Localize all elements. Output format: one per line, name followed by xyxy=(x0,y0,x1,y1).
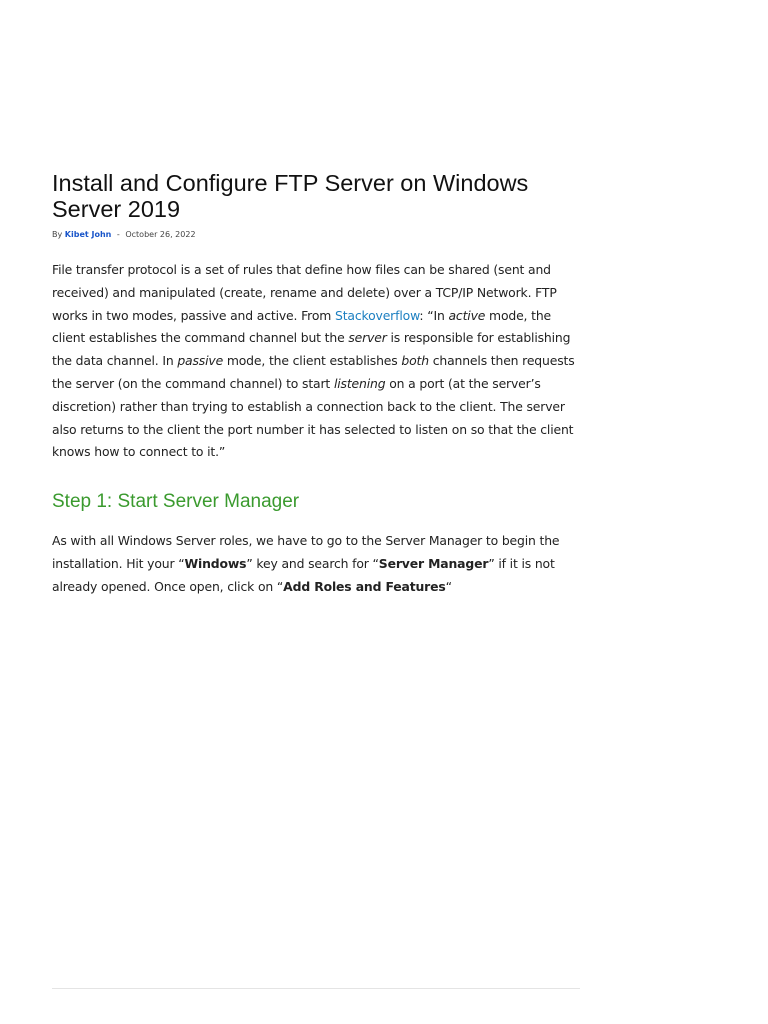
intro-paragraph xyxy=(52,259,580,464)
intro-emphasis-passive: passive xyxy=(177,353,224,369)
step-1-text-3: ” if it is not already opened. Once open, click on “ xyxy=(52,555,555,594)
add-roles-features-label: Add Roles and Features xyxy=(283,578,446,594)
publish-date: October 26, 2022 xyxy=(125,230,196,239)
intro-text-6: channels then requests the server (on the command channel) to start xyxy=(52,353,575,391)
content-divider xyxy=(52,988,580,989)
step-1-paragraph xyxy=(52,530,580,598)
intro-text-4: is responsible for establishing the data channel. In xyxy=(52,330,571,369)
by-label: By xyxy=(52,230,63,239)
intro-text-2: : “In xyxy=(419,307,449,323)
intro-text-3: mode, the client establishes the command channel but the xyxy=(52,307,552,346)
step-1-text-1: As with all Windows Server roles, we have to go to the Server Manager to begin the installation. Hit your “ xyxy=(52,533,560,571)
intro-emphasis-server: server xyxy=(348,330,387,346)
step-1-text-2: ” key and search for “ xyxy=(246,555,379,571)
intro-text-5: mode, the client establishes xyxy=(223,353,402,369)
meta-separator: - xyxy=(116,230,120,239)
article xyxy=(52,170,580,599)
windows-key-label: Windows xyxy=(184,555,247,571)
intro-emphasis-active: active xyxy=(448,307,486,323)
stackoverflow-link[interactable]: Stackoverflow xyxy=(334,307,420,323)
server-manager-label: Server Manager xyxy=(378,555,489,571)
intro-text-1: File transfer protocol is a set of rules that define how files can be shared (sent and received) and manipulated (create, rename and delete) over a TCP/IP Network. FTP works in two modes, passive and active. From xyxy=(52,262,557,323)
step-1-text-4: “ xyxy=(445,578,452,594)
article-title: Install and Configure FTP Server on Windows Server 2019 xyxy=(52,170,529,222)
author-link[interactable]: Kibet John xyxy=(64,230,112,239)
intro-emphasis-listening: listening xyxy=(333,375,386,391)
intro-text-7: on a port (at the server’s discretion) rather than trying to establish a connection back to the client. The server also returns to the client the port number it has selected to listen on so that the client knows how to connect to it.” xyxy=(52,375,574,460)
article-meta xyxy=(52,230,580,240)
step-1-heading: Step 1: Start Server Manager xyxy=(52,491,300,513)
intro-emphasis-both: both xyxy=(401,353,429,369)
